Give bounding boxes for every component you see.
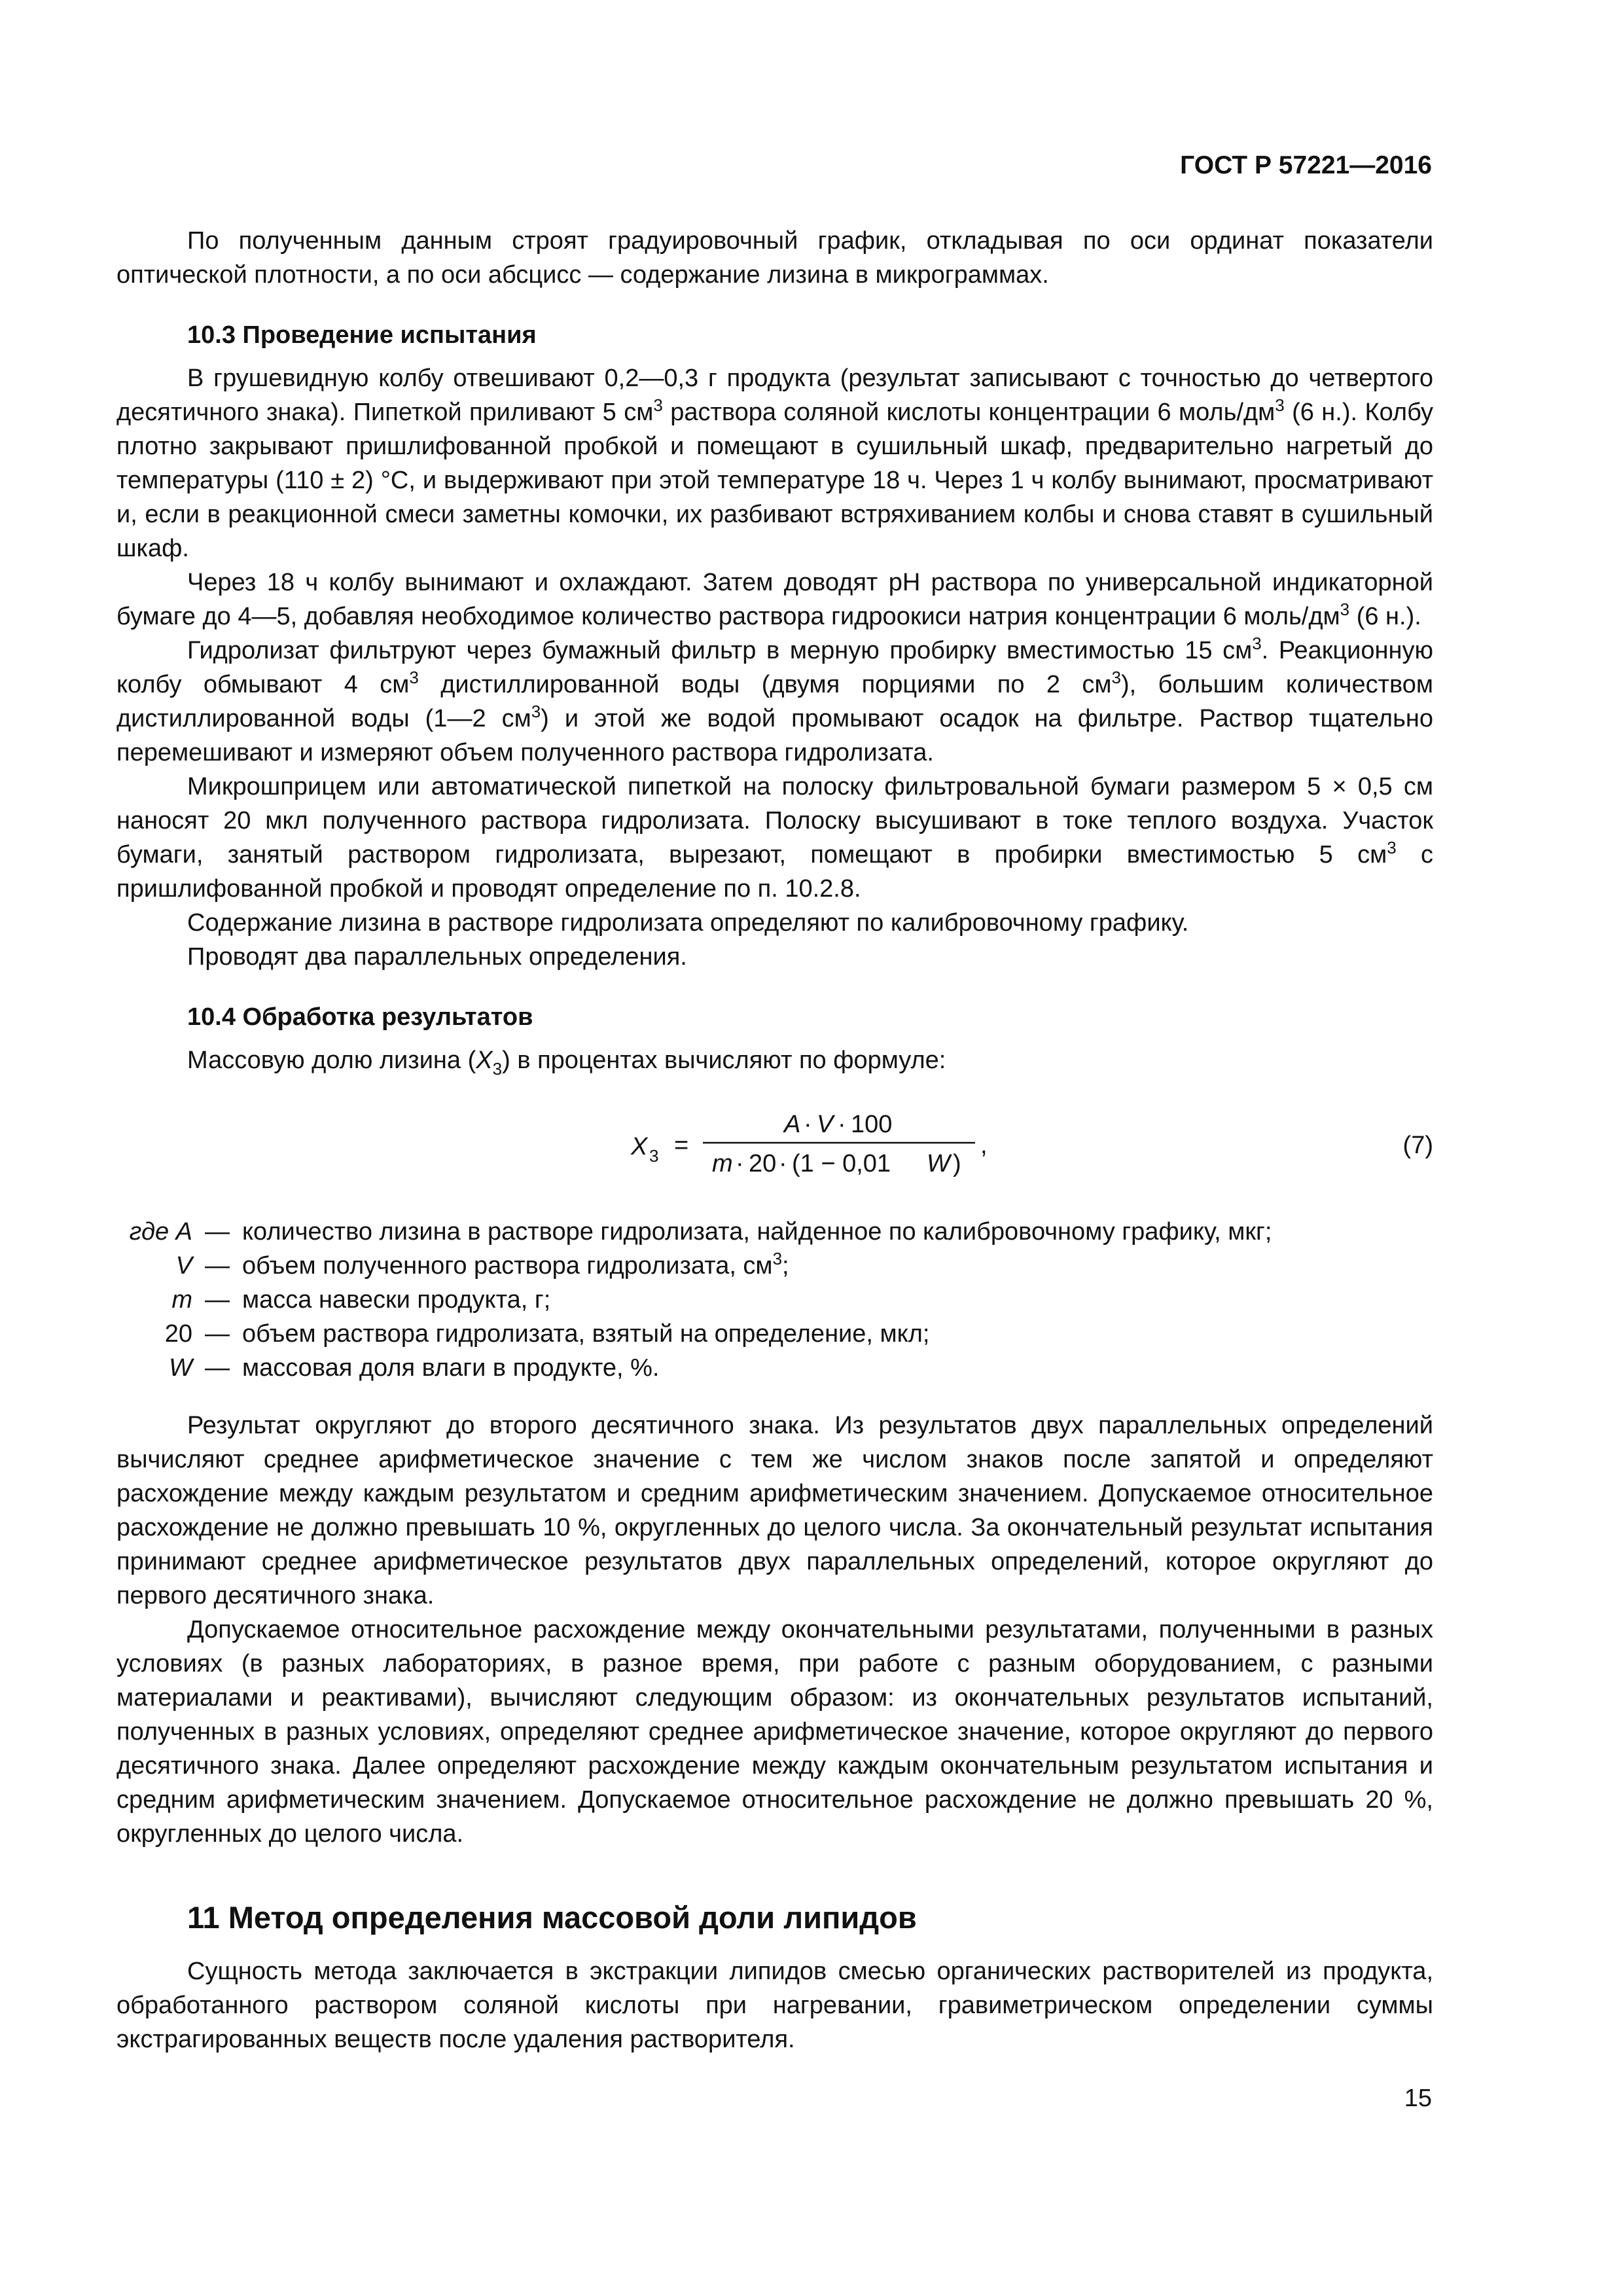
formula-equals: = [674,1132,689,1159]
definition-m [116,1283,1433,1317]
definition-text: объем полученного раствора гидролизата, $см^3$; [242,1249,789,1280]
intro-paragraph: По полученным данным строят градуировочный график, откладывая по оси ординат показатели оптической плотности, а по оси абсцисс — содержание лизина в микрограммах. [116,227,1433,289]
formula-comma: , [980,1132,988,1159]
definition-text: количество лизина в растворе гидролизата, найденное по калибровочному графику, мкг; [242,1218,1272,1246]
formula-den-m: m [712,1150,733,1177]
formula-dot-2: · [838,1111,846,1138]
definition-symbol: m [171,1286,192,1314]
formula-den-w: W [927,1150,950,1177]
symbol-definitions [116,1215,1433,1385]
paragraph-cooling: Через 18 ч колбу вынимают и охлаждают. Затем доводят pH раствора по универсальной индикаторной бумаге до 4—5, добавляя необходимое количество раствора гидроокиси натрия концентрации 6 моль/$дм^3$ (6 н.). [116,569,1433,630]
definition-text: массовая доля влаги в продукте, %. [242,1354,660,1382]
section-11-heading: 11 Метод определения массовой доли липидов [187,1900,917,1935]
formula-dot-1: · [804,1111,812,1138]
formula-row [116,1098,1433,1190]
paragraph-parallel: Проводят два параллельных определения. [187,943,687,971]
definition-symbol: 20 [164,1320,192,1348]
formula-den-20: 20 [749,1150,777,1177]
definition-dash: — [205,1218,230,1246]
definition-dash: — [205,1286,230,1314]
paragraph-filtering: Гидролизат фильтруют через бумажный фильтр в мерную пробирку вместимостью 15 $см^3$. Реакционную колбу обмывают 4 $см^3$ дистиллированной воды (двумя порциями по 2 $см^3$), большим количеством дистиллированной воды (1—2 $см^3$) и этой же водой промывают осадок на фильтре. Раствор тщательно перемешивают и измеряют объем полученного раствора гидролизата. [116,634,1434,766]
paragraph-calibration: Содержание лизина в растворе гидролизата определяют по калибровочному графику. [187,909,1189,937]
formula-lhs-var: X [631,1133,648,1160]
paragraph-rounding: Результат округляют до второго десятичного знака. Из результатов двух параллельных определений вычисляют среднее арифметическое значение с тем же числом знаков после запятой и определяют расхождение между каждым результатом и средним арифметическим значением. Допускаемое относительное расхождение не должно превышать 10 %, округленных до целого числа. За окончательный результат испытания принимают среднее арифметическое результатов двух параллельных определений, которое округляют до первого десятичного знака. [116,1412,1433,1609]
page-content [116,224,1433,2056]
definition-symbol: V [175,1252,192,1280]
formula-num-100: 100 [851,1111,893,1138]
definition-text: масса навески продукта, г; [242,1286,551,1314]
paragraph-microsyringe: Микрошприцем или автоматической пипеткой на полоску фильтровальной бумаги размером 5 × 0,5 см наносят 20 мкл полученного раствора гидролизата. Полоску высушивают в токе теплого воздуха. Участок бумаги, занятый раствором гидролизата, вырезают, помещают в пробирки вместимостью 5 $см^3$ с пришлифованной пробкой и проводят определение по п. 10.2.8. [116,773,1433,903]
definition-dash: — [205,1252,230,1280]
formula-dot-3: · [736,1150,744,1177]
section-10-4-heading: 10.4 Обработка результатов [187,1003,533,1031]
paragraph-weighing: В грушевидную колбу отвешивают 0,2—0,3 г продукта (результат записывают с точностью до четвертого десятичного знака). Пипеткой приливают 5 $см^3$ раствора соляной кислоты концентрации 6 моль/$дм^3$ (6 н.). Колбу плотно закрывают пришлифованной пробкой и помещают в сушильный шкаф, предварительно нагретый до температуры (110 ± 2) °С, и выдерживают при этой температуре 18 ч. Через 1 ч колбу вынимают, просматривают и, если в реакционной смеси заметны комочки, их разбивают встряхиванием колбы и снова ставят в сушильный шкаф. [116,365,1434,562]
definition-20 [116,1317,1433,1351]
section-10-3-heading: 10.3 Проведение испытания [187,321,537,349]
definition-dash: — [205,1320,230,1348]
formula-den-open: (1 − 0,01 [792,1150,891,1177]
formula-den-close: ) [953,1150,961,1177]
definition-symbol: W [169,1354,192,1382]
paragraph-tolerance: Допускаемое относительное расхождение между окончательными результатами, полученными в разных условиях (в разных лабораториях, в разное время, при работе с разным оборудованием, с разными материалами и реактивами), вычисляют следующим образом: из окончательных результатов испытаний, полученных в разных условиях, определяют среднее арифметическое значение, которое округляют до первого десятичного знака. Далее определяют расхождение между каждым окончательным результатом испытания и средним арифметическим значением. Допускаемое относительное расхождение не должно превышать 20 %, округленных до целого числа. [116,1616,1433,1848]
definition-w [116,1351,1433,1385]
paragraph-method-essence: Сущность метода заключается в экстракции липидов смесью органических растворителей из продукта, обработанного раствором соляной кислоты при нагревании, гравиметрическом определении суммы экстрагированных веществ после удаления растворителя. [116,1958,1433,2053]
formula-num-a: A [784,1111,801,1138]
lysine-formula [627,1098,1085,1190]
definition-v [116,1249,1433,1283]
formula-num-v: V [817,1111,834,1138]
formula-number: (7) [1402,1132,1433,1159]
page-number: 15 [1404,2085,1432,2112]
definition-dash: — [205,1354,230,1382]
formula-lhs-sub: 3 [649,1146,659,1166]
definition-text: объем раствора гидролизата, взятый на определение, мкл; [242,1320,930,1348]
definition-symbol: где A [129,1218,192,1246]
definition-a [116,1215,1433,1249]
formula-intro: Массовую долю лизина $(X_3)$ в процентах вычисляют по формуле: [187,1047,946,1079]
standard-code: ГОСТ Р 57221—2016 [1180,151,1432,179]
formula-dot-4: · [779,1150,787,1177]
